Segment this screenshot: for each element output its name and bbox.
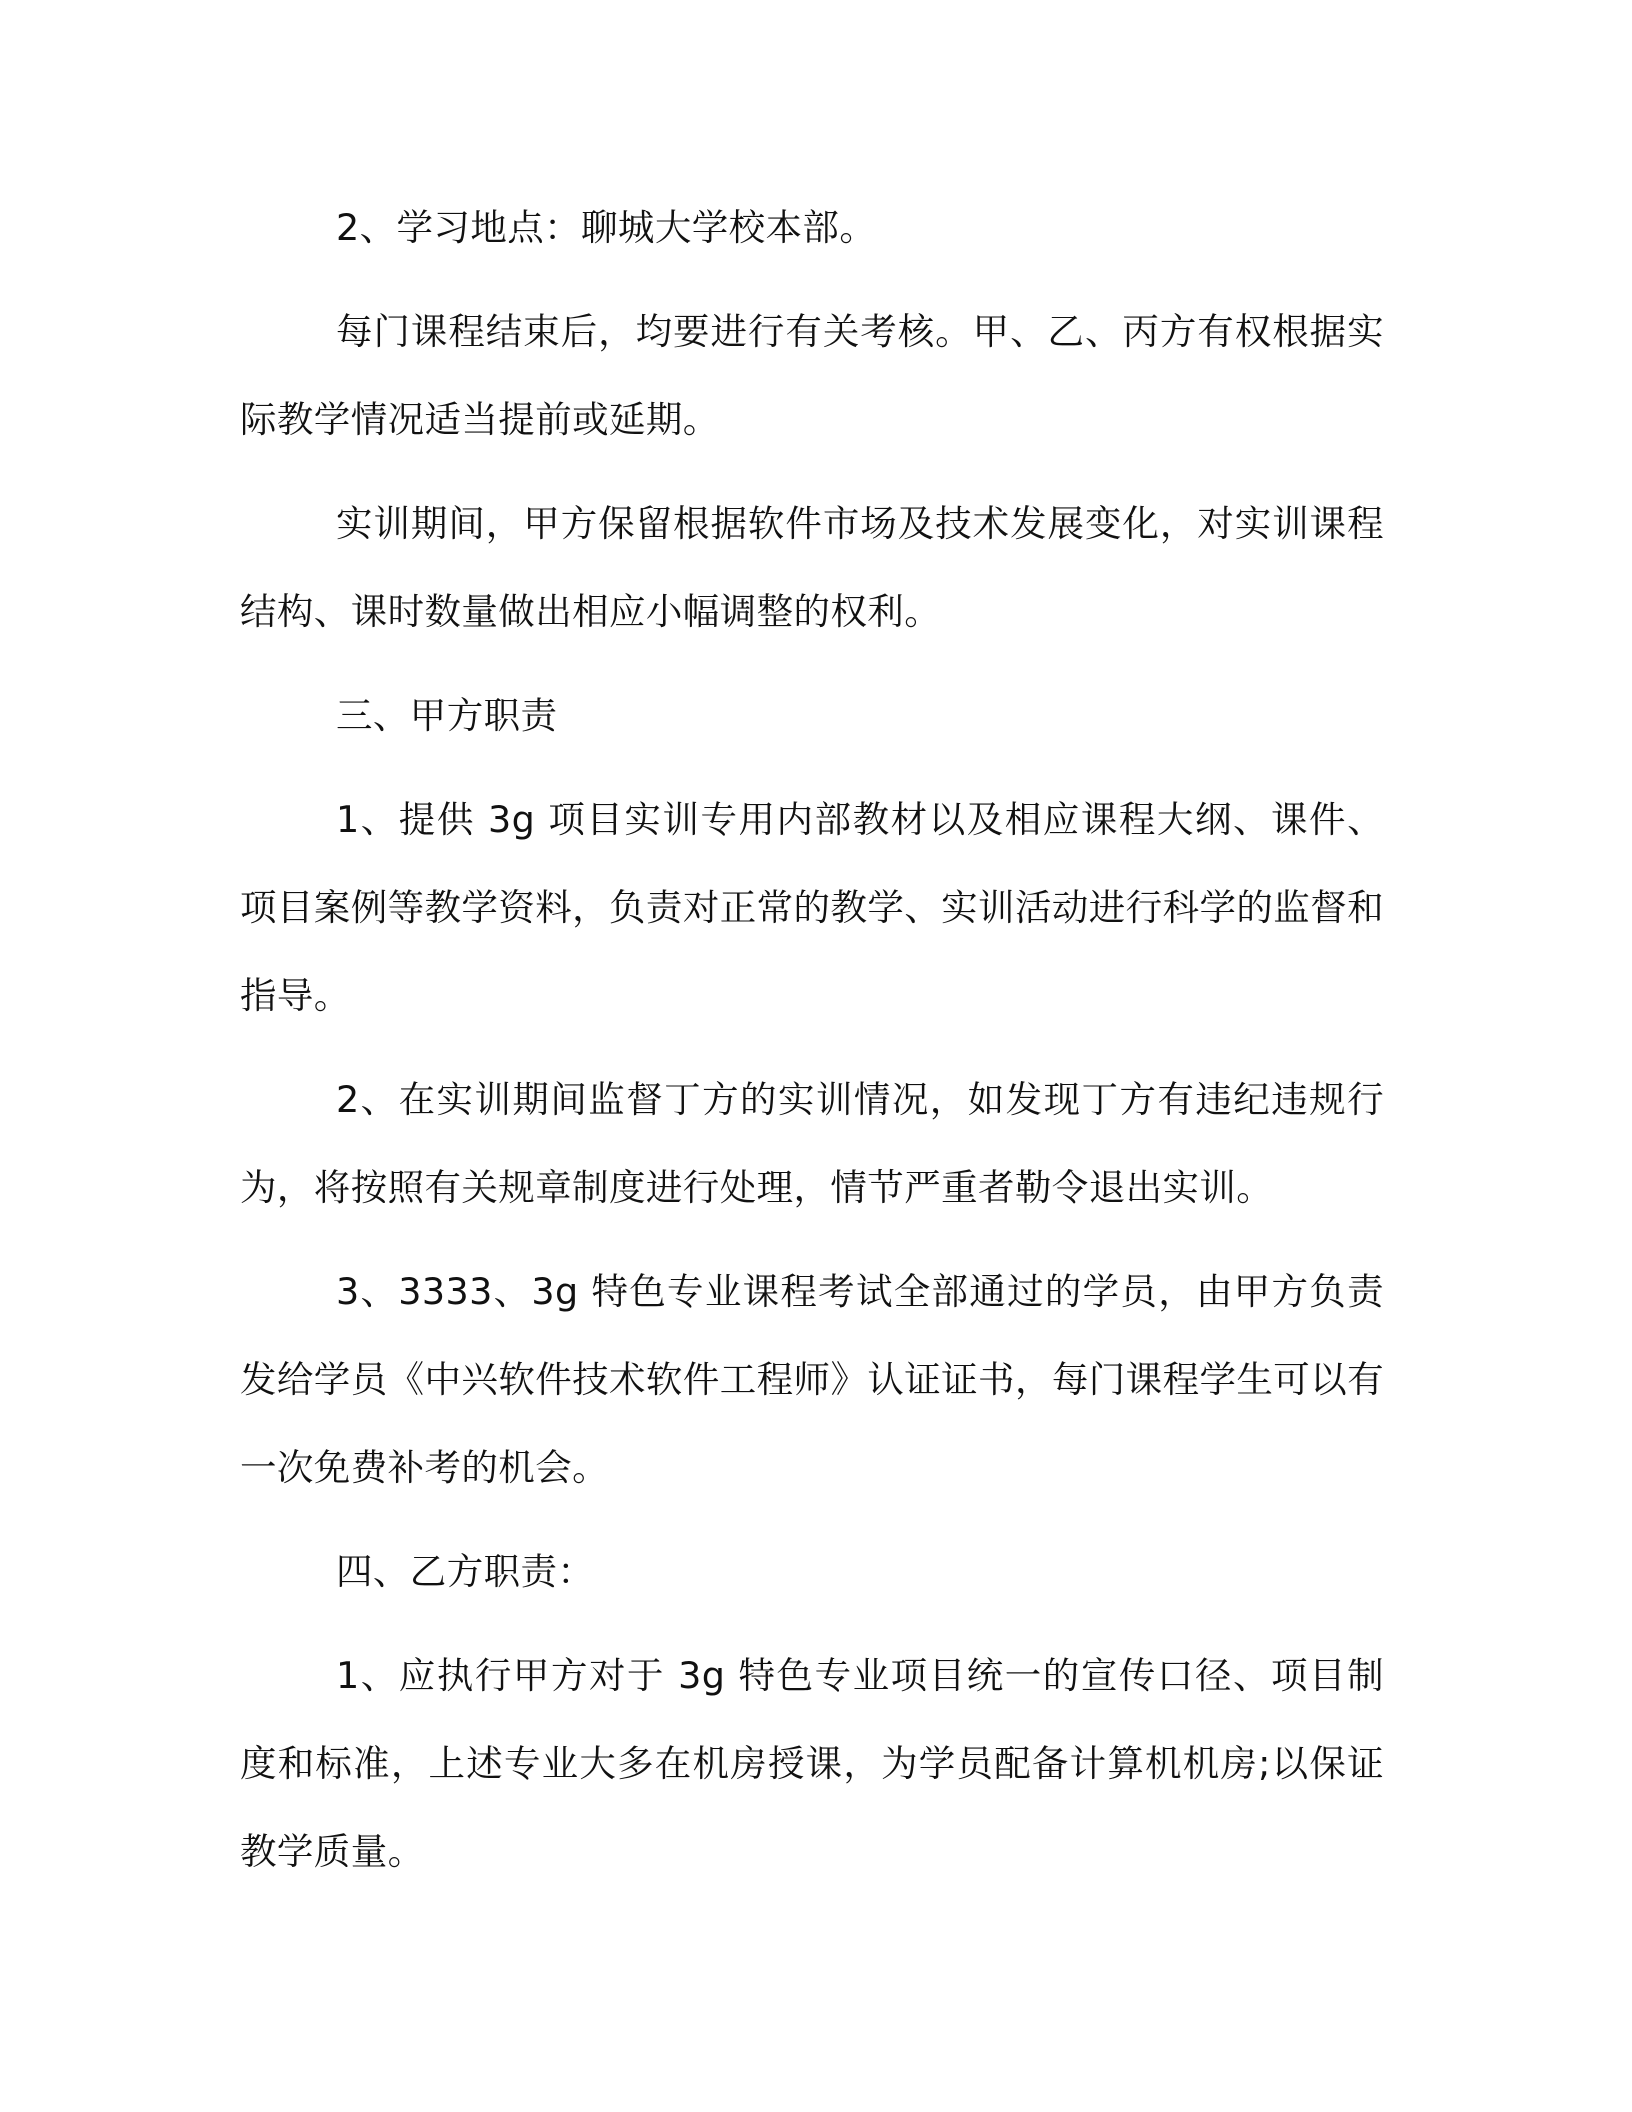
- paragraph-party-a-duty-2: 2、在实训期间监督丁方的实训情况，如发现丁方有违纪违规行为，将按照有关规章制度进行处理，情节严重者勒令退出实训。: [240, 1078, 1384, 1209]
- section-heading-party-b-duties: 四、乙方职责：: [336, 1550, 595, 1593]
- paragraph-party-a-duty-3: 3、3333、3g 特色专业课程考试全部通过的学员，由甲方负责发给学员《中兴软件技术软件工程师》认证证书，每门课程学生可以有一次免费补考的机会。: [240, 1270, 1384, 1489]
- paragraph-course-assessment: 每门课程结束后，均要进行有关考核。甲、乙、丙方有权根据实际教学情况适当提前或延期。: [240, 310, 1384, 441]
- section-heading-party-a-duties: 三、甲方职责: [336, 694, 558, 737]
- paragraph-party-a-duty-1: 1、提供 3g 项目实训专用内部教材以及相应课程大纲、课件、项目案例等教学资料，负责对正常的教学、实训活动进行科学的监督和指导。: [240, 798, 1384, 1017]
- paragraph-study-location: 2、学习地点：聊城大学校本部。: [336, 206, 877, 249]
- paragraph-training-adjustment: 实训期间，甲方保留根据软件市场及技术发展变化，对实训课程结构、课时数量做出相应小幅调整的权利。: [240, 502, 1384, 633]
- paragraph-party-b-duty-1: 1、应执行甲方对于 3g 特色专业项目统一的宣传口径、项目制度和标准，上述专业大多在机房授课，为学员配备计算机机房;以保证教学质量。: [240, 1654, 1384, 1873]
- document-page: [240, 184, 1384, 1912]
